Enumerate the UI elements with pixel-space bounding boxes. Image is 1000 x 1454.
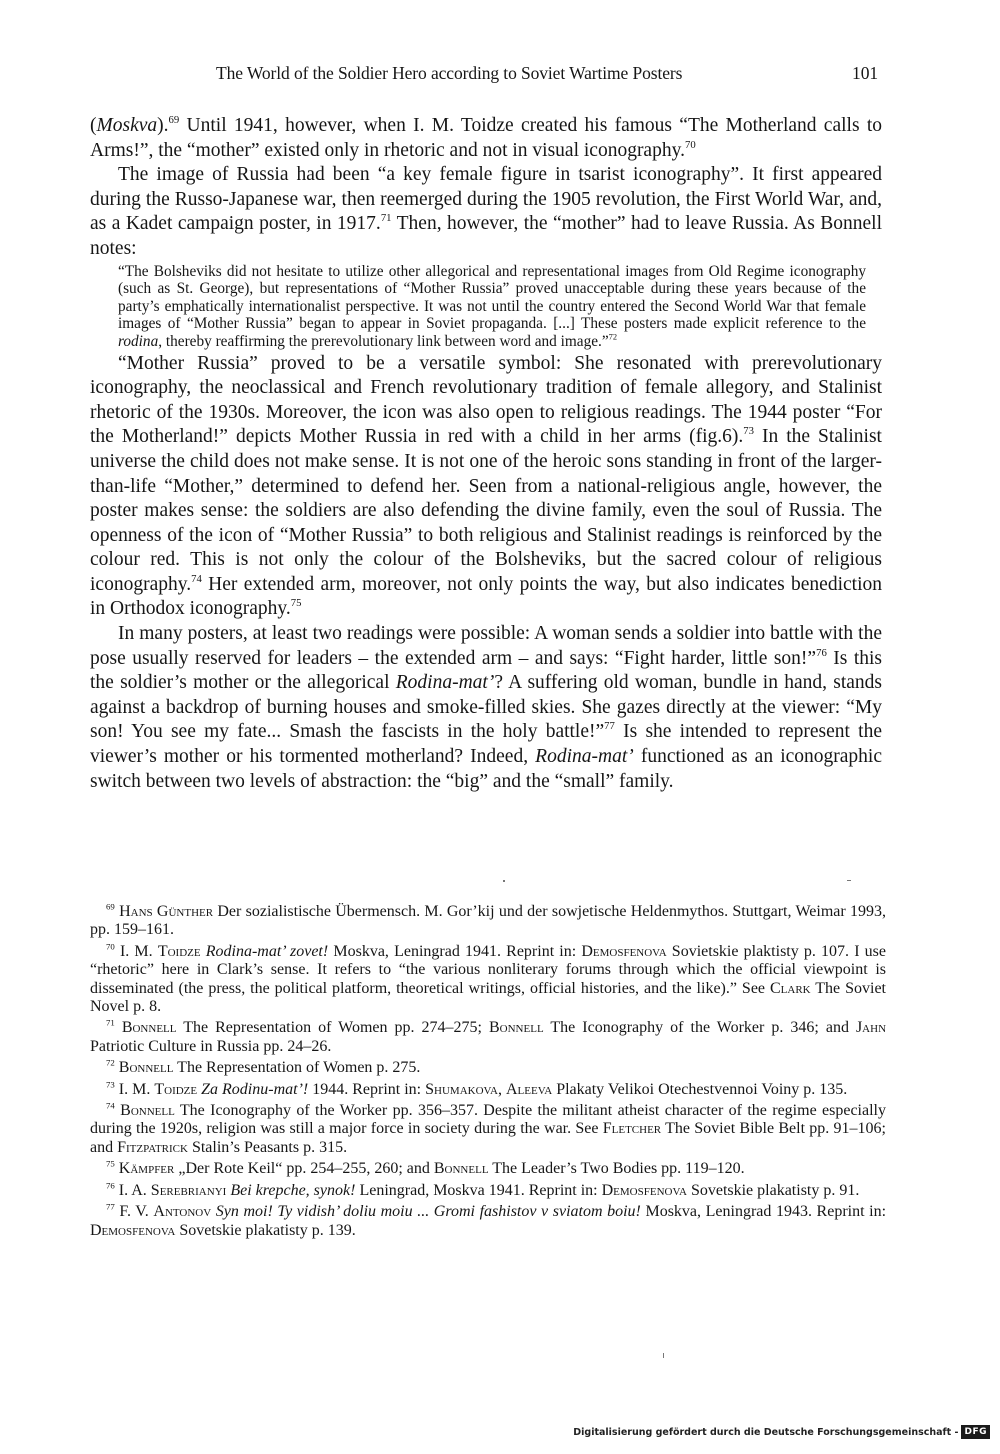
footnote-number: 75 — [106, 1158, 115, 1169]
author-name: Aleeva — [506, 1080, 553, 1098]
italic-rodina-mat: Rodina-mat’ — [535, 746, 634, 768]
footnote-75 — [90, 1160, 886, 1178]
author-name: Bonnell — [489, 1019, 544, 1037]
text-run: I. M. — [118, 1080, 155, 1098]
text-run: Moskva, Leningrad 1943. Reprint in: — [640, 1203, 887, 1221]
scan-speck — [847, 880, 851, 881]
author-name: Hans Günther — [119, 903, 214, 920]
block-quote — [118, 263, 882, 351]
footnote-ref-69[interactable]: 69 — [168, 113, 180, 126]
text-run: Leningrad, Moskva 1941. Reprint in: — [355, 1181, 602, 1199]
italic-rodina-mat: Rodina-mat’ — [395, 672, 495, 694]
page-number: 101 — [852, 63, 878, 83]
author-name: Fletcher — [602, 1120, 662, 1138]
footnote-number: 74 — [106, 1100, 115, 1111]
footnote-ref-72[interactable]: 72 — [608, 332, 618, 342]
body-text — [90, 114, 882, 794]
footnote-74 — [90, 1102, 886, 1157]
text-run: Plakaty Velikoi Otechestvennoi Voiny p. 135. — [552, 1080, 848, 1098]
footnote-number: 72 — [106, 1057, 115, 1068]
author-name: Demosfenova — [601, 1181, 687, 1199]
footnote-number: 70 — [106, 941, 115, 952]
text-run: functioned as an iconographic switch between two levels of abstraction: the “big” and the “small” family. — [90, 746, 882, 792]
footnote-number: 77 — [106, 1201, 115, 1212]
footnote-ref-77[interactable]: 77 — [604, 720, 615, 733]
author-name: Toidze — [157, 942, 201, 960]
footnote-ref-74[interactable]: 74 — [191, 572, 202, 585]
footnote-ref-75[interactable]: 75 — [290, 597, 302, 610]
text-run: Then, however, the “mother” had to leave Russia. As Bonnell notes: — [90, 213, 882, 259]
text-run: The Soviet Novel p. 8. — [90, 979, 886, 1016]
text-run: I. M. — [119, 942, 158, 960]
text-run: “The Bolsheviks did not hesitate to utilize other allegorical and representational images from Old Regime iconography (such as St. George), but representations of “Mother Russia” proved unacceptable during these years because of the party’s emphatically internationalist perspective. It was not until the country entered the Second World War that female images of “Mother Russia” began to appear in Soviet propaganda. [...] These posters made explicit reference to the — [118, 262, 866, 333]
author-name: Bonnell — [118, 1059, 174, 1077]
scan-speck — [663, 1353, 664, 1358]
footnote-ref-73[interactable]: 73 — [743, 425, 754, 438]
paragraph-4 — [90, 622, 882, 794]
author-name: Toidze — [154, 1080, 198, 1098]
text-run: „Der Rote Keil“ pp. 254–255, 260; and — [174, 1160, 434, 1178]
text-run: The Representation of Women pp. 274–275; — [176, 1019, 489, 1037]
running-head-title: The World of the Soldier Hero according to Soviet Wartime Posters — [216, 63, 683, 83]
author-name: Jahn — [855, 1019, 887, 1037]
footnote-73 — [90, 1081, 886, 1099]
footnote-number: 73 — [106, 1079, 115, 1090]
author-name: Clark — [769, 979, 811, 997]
text-run: Is she intended to represent the viewer’s mother or his tormented motherland? Indeed, — [90, 721, 882, 768]
paragraph-1: (Moskva).$^{69}$ Until 1941, however, when I. M. Toidze created his famous “The Motherland calls to Arms!”, the “mother” existed only in rhetoric and not in visual iconography.$^{70}$ — [90, 113, 882, 161]
text-run: Sovetskie plakatisty p. 139. — [175, 1221, 356, 1239]
text-run: Sovietskie plaktisty p. 107. I use “rhetoric” here in Clark’s sense. It refers to “the various nonliterary forums through which the official viewpoint is disseminated (the press, the political platform, theoretical writings, official histories, and the like).” See — [90, 942, 887, 997]
footnote-number: 71 — [106, 1017, 115, 1028]
author-name: Bonnell — [120, 1102, 175, 1120]
footnote-71 — [90, 1019, 886, 1056]
footnote-ref-71[interactable]: 71 — [380, 212, 392, 225]
footnote-70 — [90, 943, 886, 1017]
text-run: 1944. Reprint in: — [308, 1080, 426, 1098]
text-run: In the Stalinist universe the child does not make sense. It is not one of the heroic sons standing in front of the larger-than-life “Mother,” determined to defend her. Seen from a national-religious angle, however, the poster makes sense: the soldiers are also defending the divine family, even the soul of Russia. The openness of the icon of “Mother Russia” to both religious and Stalinist readings is reinforced by the colour red. This is not only the colour of the Bolsheviks, but the sacred colour of religious iconography. — [90, 426, 882, 595]
author-name: Antonov — [153, 1203, 212, 1221]
text-run: , thereby reaffirming the prerevolutionary link between word and image.” — [158, 332, 609, 350]
text-run: F. V. — [119, 1203, 154, 1221]
text-run: The Iconography of the Worker pp. 356–357. Despite the militant atheist character of the regime especially during the 1920s, religion was still a major force in society during the war. See — [90, 1102, 886, 1138]
italic-title: Za Rodinu-mat’! — [201, 1080, 309, 1098]
text-run: Is this the soldier’s mother or the allegorical — [90, 647, 883, 694]
footer-text: Digitalisierung gefördert durch die Deutsche Forschungsgemeinschaft - — [573, 1426, 959, 1438]
text-run: Patriotic Culture in Russia pp. 24–26. — [90, 1037, 332, 1055]
author-name: Shumakova — [425, 1080, 498, 1098]
dfg-logo: DFG — [961, 1425, 990, 1439]
footnote-76 — [90, 1182, 886, 1200]
text-run: Moskva, Leningrad 1941. Reprint in: — [328, 942, 582, 960]
author-name: Demosfenova — [581, 942, 667, 960]
text-run: In many posters, at least two readings were possible: A woman sends a soldier into battle with the pose usually reserved for leaders – the extended arm – and says: “Fight harder, little son!” — [90, 623, 882, 669]
text-run: The Representation of Women p. 275. — [173, 1059, 421, 1077]
text-run: The image of Russia had been “a key female figure in tsarist iconography”. It first appeared during the Russo-Japanese war, then reemerged during the 1905 revolution, the First World War, and, as a Kadet campaign poster, in 1917. — [90, 164, 882, 235]
footnote-ref-70[interactable]: 70 — [684, 138, 696, 151]
text-run: ). — [157, 115, 169, 136]
text-run: , — [498, 1080, 506, 1098]
text-run: Der sozialistische Übermensch. M. Gor’kij und der sowjetische Heldenmythos. Stuttgart, Weimar 1993, pp. 159–161. — [90, 903, 886, 939]
text-run: Stalin’s Peasants p. 315. — [187, 1138, 348, 1156]
italic-title: Bei krepche, synok! — [230, 1181, 356, 1199]
text-run: ? A suffering old woman, bundle in hand, stands against a backdrop of burning houses and smoke-filled skies. She gazes directly at the viewer: “My son! You see my fate... Smash the fascists in the holy battle!” — [90, 672, 882, 743]
author-name: Demosfenova — [90, 1221, 176, 1239]
footnotes — [90, 903, 886, 1243]
author-name: Serebrianyi — [150, 1181, 227, 1199]
running-head — [90, 63, 880, 89]
text-run: The Iconography of the Worker p. 346; and — [543, 1019, 856, 1037]
italic-moskva: Moskva — [96, 115, 158, 136]
italic-title: Rodina-mat’ zovet! — [205, 942, 329, 960]
paragraph-3 — [90, 352, 882, 623]
author-name: Kämpfer — [118, 1160, 175, 1178]
author-name: Bonnell — [121, 1019, 177, 1037]
scan-speck — [503, 880, 505, 882]
text-run: The Soviet Bible Belt pp. 91–106; and — [90, 1120, 886, 1156]
text-run: Until 1941, however, when I. M. Toidze created his famous “The Motherland calls to Arms!”, the “mother” existed only in rhetoric and not in visual iconography. — [90, 115, 882, 161]
text-run: “Mother Russia” proved to be a versatile symbol: She resonated with prerevolutionary iconography, the neoclassical and French revolutionary tradition of female allegory, and Stalinist rhetoric of the 1930s. Moreover, the icon was also open to religious readings. The 1944 poster “For the Motherland!” depicts Mother Russia in red with a child in her arms (fig.6). — [90, 352, 882, 448]
paragraph-2 — [90, 163, 882, 261]
footnote-77 — [90, 1203, 886, 1240]
text-run: Her extended arm, moreover, not only points the way, but also indicates benediction in Orthodox iconography. — [90, 573, 882, 620]
text-run: The Leader’s Two Bodies pp. 119–120. — [488, 1160, 745, 1178]
italic-rodina: rodina — [118, 332, 159, 350]
footnote-72 — [90, 1059, 886, 1077]
footnote-number: 76 — [106, 1180, 115, 1191]
text-run: I. A. — [118, 1181, 151, 1199]
author-name: Fitzpatrick — [117, 1138, 188, 1156]
italic-title: Syn moi! Ty vidish’ doliu moiu ... Gromi fashistov v sviatom boiu! — [215, 1203, 641, 1221]
footnote-69 — [90, 903, 886, 940]
text-run: Sovetskie plakatisty p. 91. — [686, 1181, 860, 1199]
digitization-footer — [573, 1424, 990, 1440]
footnote-ref-76[interactable]: 76 — [816, 646, 827, 659]
footnote-number: 69 — [106, 901, 115, 912]
author-name: Bonnell — [433, 1160, 489, 1178]
